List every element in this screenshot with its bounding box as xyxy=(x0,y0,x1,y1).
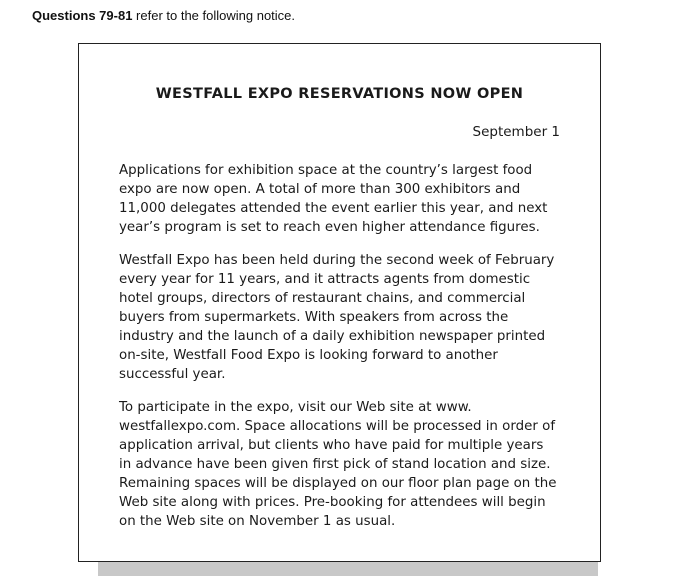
question-instruction xyxy=(32,8,295,23)
notice-paragraph-1 xyxy=(119,161,569,237)
paragraph-line: on-site, Westfall Food Expo is looking forward to another xyxy=(119,348,498,363)
paragraph-line: Applications for exhibition space at the country’s largest food xyxy=(119,163,533,178)
paragraph-line: Westfall Expo has been held during the second week of February xyxy=(119,253,555,268)
paragraph-line: buyers from supermarkets. With speakers from across the xyxy=(119,310,509,325)
paragraph-line: application arrival, but clients who have paid for multiple years xyxy=(119,438,544,453)
paragraph-line: every year for 11 years, and it attracts agents from domestic xyxy=(119,272,531,287)
question-range: Questions 79-81 xyxy=(32,8,133,23)
paragraph-line: hotel groups, directors of restaurant chains, and commercial xyxy=(119,291,526,306)
paragraph-line: in advance have been given first pick of stand location and size. xyxy=(119,457,551,472)
paragraph-line: 11,000 delegates attended the event earlier this year, and next xyxy=(119,201,548,216)
paragraph-line: successful year. xyxy=(119,367,226,382)
paragraph-line: Remaining spaces will be displayed on our floor plan page on the xyxy=(119,476,557,491)
paragraph-line: Web site along with prices. Pre-booking for attendees will begin xyxy=(119,495,546,510)
paragraph-line: expo are now open. A total of more than 300 exhibitors and xyxy=(119,182,521,197)
paragraph-line: on the Web site on November 1 as usual. xyxy=(119,514,396,529)
notice-box xyxy=(78,43,601,562)
notice-date: September 1 xyxy=(472,124,560,140)
paragraph-line: year’s program is set to reach even higher attendance figures. xyxy=(119,220,540,235)
paragraph-line: westfallexpo.com. Space allocations will be processed in order of xyxy=(119,419,556,434)
paragraph-line: industry and the launch of a daily exhibition newspaper printed xyxy=(119,329,546,344)
notice-paragraph-3 xyxy=(119,398,569,531)
notice-title: WESTFALL EXPO RESERVATIONS NOW OPEN xyxy=(155,86,524,102)
paragraph-line: To participate in the expo, visit our Web site at www. xyxy=(119,400,472,415)
notice-paragraph-2 xyxy=(119,251,569,384)
question-instruction-text: refer to the following notice. xyxy=(132,8,296,23)
